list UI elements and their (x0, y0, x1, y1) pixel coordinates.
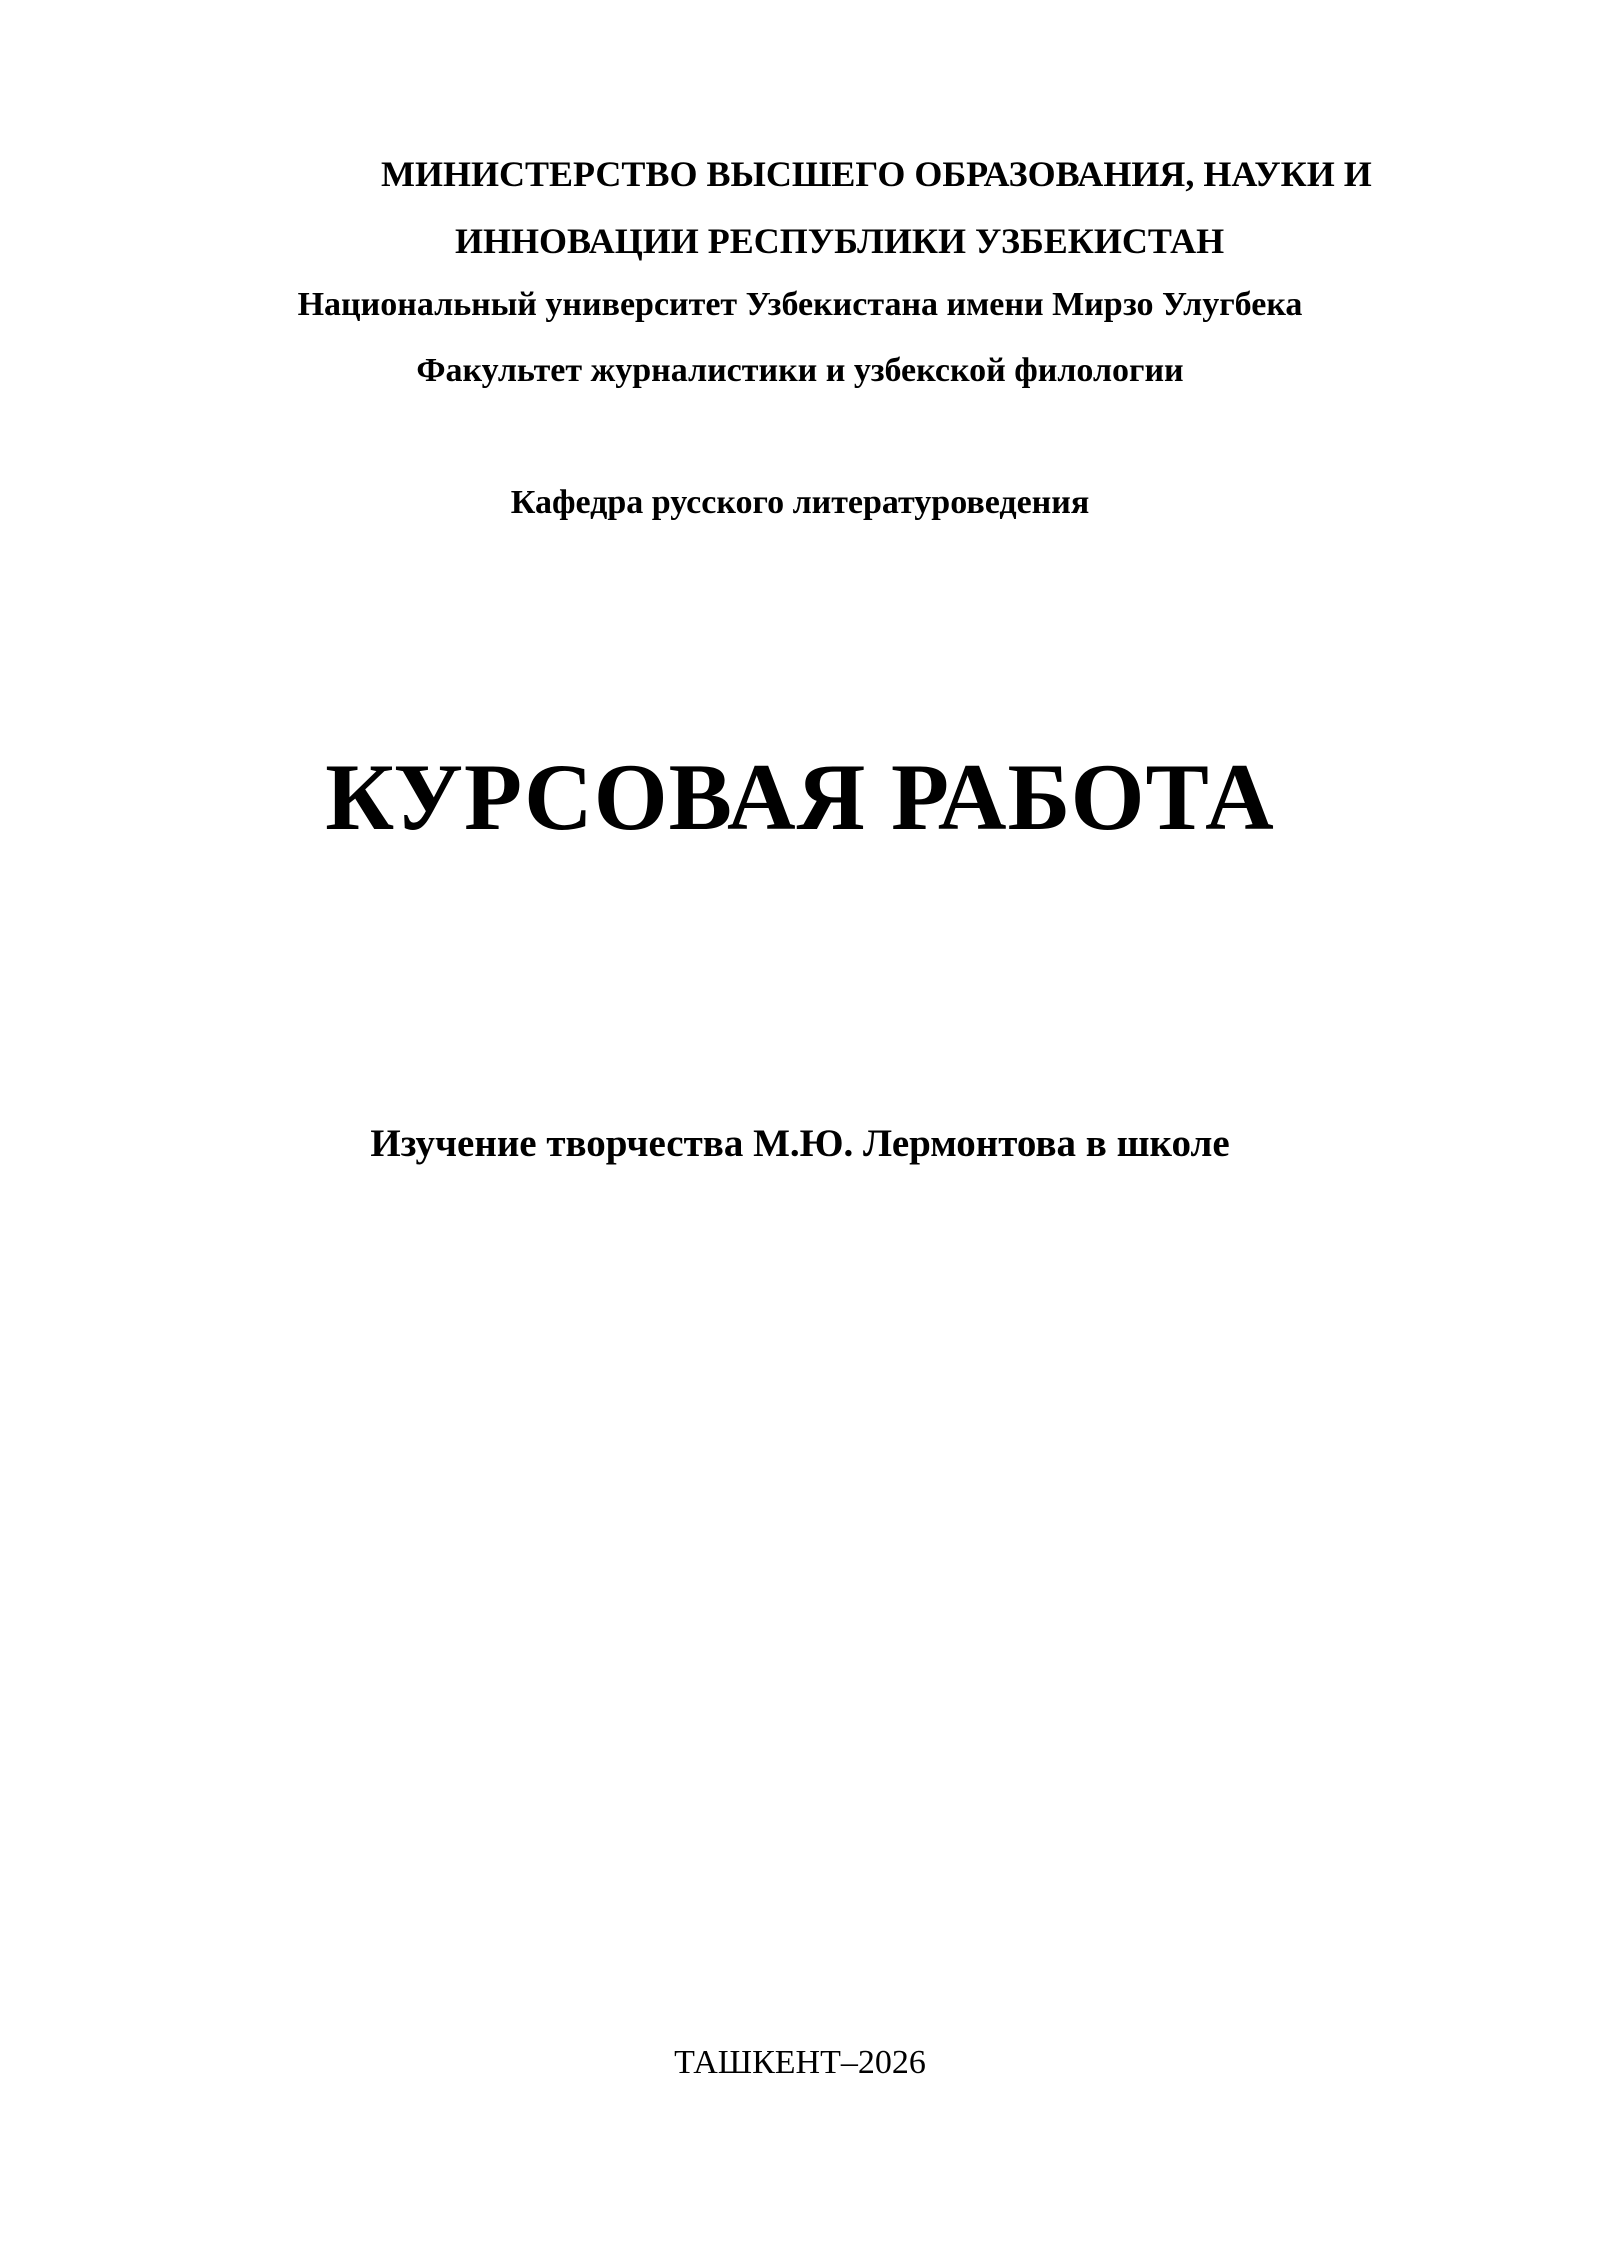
ministry-name-line-1: МИНИСТЕРСТВО ВЫСШЕГО ОБРАЗОВАНИЯ, НАУКИ И (381, 154, 1372, 194)
coursework-topic: Изучение творчества М.Ю. Лермонтова в школе (370, 1122, 1230, 1165)
department-name: Кафедра русского литературоведения (510, 484, 1090, 521)
ministry-name-line-2: ИННОВАЦИИ РЕСПУБЛИКИ УЗБЕКИСТАН (455, 221, 1225, 261)
document-title: КУРСОВАЯ РАБОТА (325, 744, 1275, 850)
faculty-name: Факультет журналистики и узбекской филологии (416, 352, 1184, 389)
city-and-year: ТАШКЕНТ–2026 (674, 2044, 926, 2081)
university-name: Национальный университет Узбекистана имени Мирзо Улугбека (297, 286, 1303, 323)
